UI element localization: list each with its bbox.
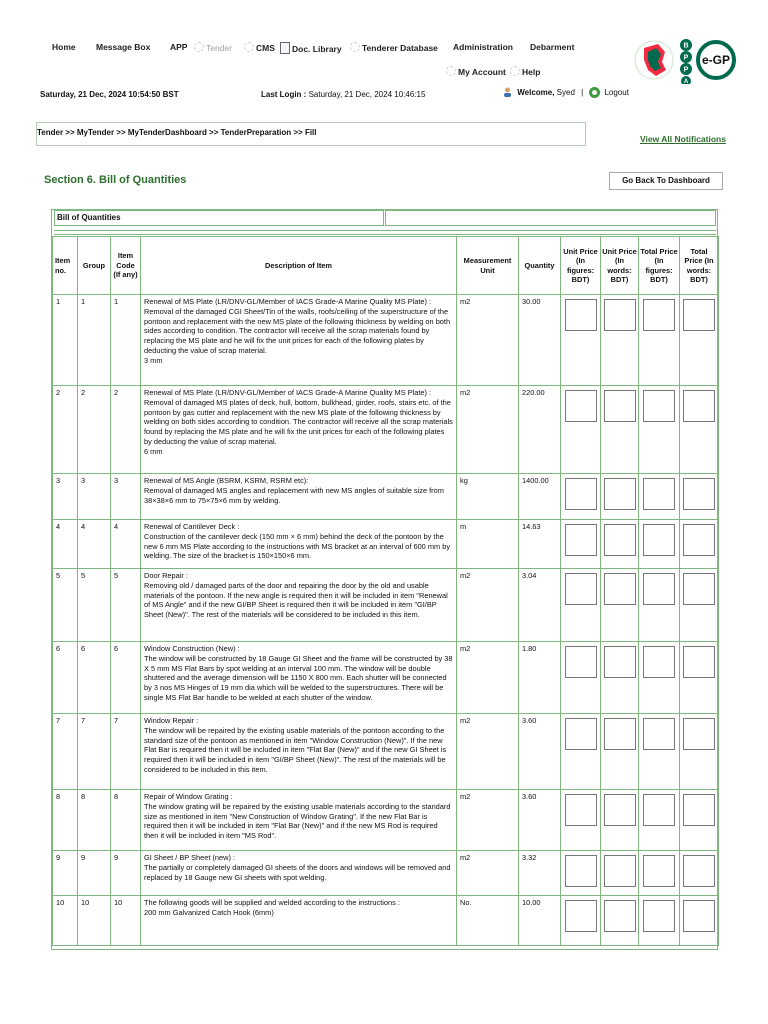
last-login (261, 90, 425, 99)
total-price-figures-input[interactable] (643, 855, 675, 887)
last-login-value: Saturday, 21 Dec, 2024 10:46:15 (308, 90, 426, 99)
item-description: Renewal of Cantilever Deck : Construction of the cantilever deck (150 mm × 6 mm) behind the deck of the pontoon by the new 6 mm MS Plate according to the instructions with MS bracket at an interval of 600 mm by welding. The size of the bracket is 150×150×6 mm. (141, 520, 457, 569)
database-icon (350, 42, 360, 52)
boq-title-spacer (385, 210, 716, 226)
egp-logo (634, 36, 736, 84)
table-row (53, 386, 719, 474)
table-row (53, 474, 719, 520)
table-row (53, 896, 719, 946)
col-header: Description of Item (141, 237, 457, 295)
item-number: 3 (53, 474, 78, 520)
item-description: Renewal of MS Angle (BSRM, KSRM, RSRM etc): Removal of damaged MS angles and replacement with new MS angles of suitable size from 38×38×6 mm to 75×75×6 mm by welding. (141, 474, 457, 520)
item-code: 5 (111, 569, 141, 642)
logo-letter: P (683, 66, 689, 74)
col-header: Group (78, 237, 111, 295)
nav-tenderer-database[interactable]: Tenderer Database (350, 42, 438, 53)
quantity: 3.60 (519, 790, 561, 851)
measurement-unit: m2 (457, 790, 519, 851)
unit-price-figures-input[interactable] (565, 900, 597, 932)
unit-price-words-cell (601, 790, 639, 851)
logo-letter: P (683, 54, 689, 62)
total-price-words-cell (680, 295, 719, 386)
logo-letter: A (683, 79, 689, 84)
total-price-figures-cell (639, 569, 680, 642)
divider: | (581, 88, 584, 97)
quantity: 10.00 (519, 896, 561, 946)
account-icon (446, 66, 456, 76)
total-price-words-input[interactable] (683, 718, 715, 750)
group: 6 (78, 642, 111, 714)
total-price-figures-input[interactable] (643, 718, 675, 750)
total-price-words-input[interactable] (683, 299, 715, 331)
item-number: 4 (53, 520, 78, 569)
total-price-words-cell (680, 520, 719, 569)
unit-price-figures-input[interactable] (565, 299, 597, 331)
total-price-figures-input[interactable] (643, 524, 675, 556)
table-row (53, 520, 719, 569)
unit-price-words-input[interactable] (604, 390, 636, 422)
section-title: Section 6. Bill of Quantities (44, 174, 187, 186)
unit-price-figures-cell (561, 386, 601, 474)
total-price-figures-input[interactable] (643, 573, 675, 605)
col-header: Item Code (If any) (111, 237, 141, 295)
item-number: 5 (53, 569, 78, 642)
item-code: 7 (111, 714, 141, 790)
total-price-words-input[interactable] (683, 524, 715, 556)
logo-egp-text: e-GP (701, 53, 731, 67)
item-code: 3 (111, 474, 141, 520)
total-price-figures-input[interactable] (643, 390, 675, 422)
total-price-words-cell (680, 851, 719, 896)
quantity: 220.00 (519, 386, 561, 474)
unit-price-figures-cell (561, 569, 601, 642)
boq-title: Bill of Quantities (54, 210, 384, 226)
measurement-unit: m2 (457, 642, 519, 714)
user-area (503, 87, 629, 98)
item-description: Window Repair : The window will be repaired by the existing usable materials of the pontoon according to the standard size of the pontoon as mentioned in item "Window Construction (New)". If the new Flat Bar is required then it will be included in item "Flat Bar (New)" and if the new GI Sheet is required then it will be included in item "GI/BP Sheet (New)". The rest of the materials will be considered to be included in this item. (141, 714, 457, 790)
nav-home[interactable]: Home (52, 42, 76, 52)
boq-table (52, 236, 719, 946)
unit-price-figures-cell (561, 520, 601, 569)
quantity: 3.60 (519, 714, 561, 790)
unit-price-figures-input[interactable] (565, 524, 597, 556)
item-code: 2 (111, 386, 141, 474)
unit-price-figures-input[interactable] (565, 794, 597, 826)
total-price-figures-input[interactable] (643, 646, 675, 678)
item-number: 2 (53, 386, 78, 474)
measurement-unit: m (457, 520, 519, 569)
logout-icon[interactable] (589, 87, 600, 98)
table-row (53, 790, 719, 851)
item-number: 1 (53, 295, 78, 386)
help-icon (510, 66, 520, 76)
unit-price-figures-input[interactable] (565, 646, 597, 678)
item-description: Renewal of MS Plate (LR/DNV-GL/Member of IACS Grade-A Marine Quality MS Plate) : Removal of the damaged CGI Sheet/Tin of the walls, roofs/ceiling of the superstructure of the pontoon and replacement with the new MS plate of the following thickness by welding on both sides according to condition. The contractor will receive all the scrap materials found by replacing the MS plate and he will fix the unit prices for each of the following plates by deducting the value of scrap material. 3 mm (141, 295, 457, 386)
unit-price-words-cell (601, 569, 639, 642)
unit-price-words-input[interactable] (604, 573, 636, 605)
unit-price-words-input[interactable] (604, 299, 636, 331)
unit-price-words-cell (601, 386, 639, 474)
total-price-figures-cell (639, 896, 680, 946)
measurement-unit: m2 (457, 714, 519, 790)
total-price-words-input[interactable] (683, 478, 715, 510)
measurement-unit: m2 (457, 851, 519, 896)
logo-letter: B (683, 42, 689, 50)
user-icon (503, 87, 512, 97)
col-header: Unit Price (In figures: BDT) (561, 237, 601, 295)
total-price-words-input[interactable] (683, 855, 715, 887)
total-price-figures-cell (639, 295, 680, 386)
unit-price-figures-cell (561, 474, 601, 520)
boq-header-row (53, 237, 719, 295)
unit-price-figures-cell (561, 790, 601, 851)
measurement-unit: m2 (457, 569, 519, 642)
table-row (53, 642, 719, 714)
total-price-words-cell (680, 386, 719, 474)
cms-icon (244, 42, 254, 52)
total-price-figures-input[interactable] (643, 900, 675, 932)
unit-price-figures-cell (561, 851, 601, 896)
total-price-figures-input[interactable] (643, 299, 675, 331)
logout-link[interactable]: Logout (604, 88, 629, 97)
total-price-words-cell (680, 714, 719, 790)
view-all-notifications-link[interactable]: View All Notifications (640, 134, 726, 144)
nav-message-box[interactable]: Message Box (96, 42, 151, 52)
group: 2 (78, 386, 111, 474)
total-price-words-input[interactable] (683, 794, 715, 826)
total-price-words-input[interactable] (683, 573, 715, 605)
unit-price-figures-cell (561, 896, 601, 946)
unit-price-words-input[interactable] (604, 855, 636, 887)
total-price-words-cell (680, 642, 719, 714)
item-number: 10 (53, 896, 78, 946)
nav-administration[interactable]: Administration (453, 42, 513, 52)
unit-price-figures-input[interactable] (565, 718, 597, 750)
group: 10 (78, 896, 111, 946)
nav-tender[interactable]: Tender (194, 42, 232, 53)
item-code: 1 (111, 295, 141, 386)
item-number: 6 (53, 642, 78, 714)
item-number: 9 (53, 851, 78, 896)
col-header: Measurement Unit (457, 237, 519, 295)
item-description: Repair of Window Grating : The window grating will be repaired by the existing usable materials according to the standard size as mentioned in item "New Construction of Window Grating". If the new Flat Bar is required then it will be included in item "Flat Bar (New)" and if the new MS Rod is required then it will be included in item "MS Rod". (141, 790, 457, 851)
boq-separator (54, 230, 716, 235)
nav-cms[interactable]: CMS (244, 42, 275, 53)
nav-app[interactable]: APP (170, 42, 188, 52)
quantity: 3.32 (519, 851, 561, 896)
document-icon (280, 42, 290, 54)
welcome-label: Welcome, (517, 88, 555, 97)
total-price-figures-cell (639, 790, 680, 851)
breadcrumb: Tender >> MyTender >> MyTenderDashboard >> TenderPreparation >> Fill (36, 122, 586, 146)
unit-price-figures-cell (561, 295, 601, 386)
measurement-unit: kg (457, 474, 519, 520)
col-header: Unit Price (In words: BDT) (601, 237, 639, 295)
group: 7 (78, 714, 111, 790)
table-row (53, 569, 719, 642)
unit-price-words-cell (601, 295, 639, 386)
total-price-figures-input[interactable] (643, 478, 675, 510)
unit-price-words-input[interactable] (604, 794, 636, 826)
table-row (53, 295, 719, 386)
quantity: 30.00 (519, 295, 561, 386)
unit-price-figures-cell (561, 714, 601, 790)
total-price-figures-input[interactable] (643, 794, 675, 826)
item-description: GI Sheet / BP Sheet (new) : The partially or completely damaged GI sheets of the doors and windows will be removed and replaced by 18 Gauge new GI sheets with spot welding. (141, 851, 457, 896)
total-price-figures-cell (639, 714, 680, 790)
unit-price-figures-input[interactable] (565, 855, 597, 887)
group: 8 (78, 790, 111, 851)
unit-price-words-input[interactable] (604, 646, 636, 678)
unit-price-words-cell (601, 642, 639, 714)
item-code: 9 (111, 851, 141, 896)
group: 5 (78, 569, 111, 642)
total-price-words-input[interactable] (683, 390, 715, 422)
quantity: 14.63 (519, 520, 561, 569)
item-code: 10 (111, 896, 141, 946)
total-price-words-cell (680, 474, 719, 520)
item-code: 4 (111, 520, 141, 569)
nav-debarment[interactable]: Debarment (530, 42, 575, 52)
total-price-words-input[interactable] (683, 646, 715, 678)
total-price-figures-cell (639, 474, 680, 520)
total-price-words-cell (680, 790, 719, 851)
table-row (53, 851, 719, 896)
item-description: Window Construction (New) : The window will be constructed by 18 Gauge GI Sheet and the frame will be constructed by 38 X 5 mm MS Flat Bars by spot welding at an interval 100 mm. The window will be double shuttered and the average dimension will be 1150 X 800 mm. Each shutter will be connected by 3 nos MS Hinges of 19 mm dia which will be welded to the superstructures. There will be single MS Flat Bar handle to be welded at each shutter of the window. (141, 642, 457, 714)
group: 1 (78, 295, 111, 386)
col-header: Total Price (In words: BDT) (680, 237, 719, 295)
quantity: 1.80 (519, 642, 561, 714)
unit-price-figures-cell (561, 642, 601, 714)
item-code: 6 (111, 642, 141, 714)
unit-price-words-input[interactable] (604, 524, 636, 556)
col-header: Item no. (53, 237, 78, 295)
col-header: Total Price (In figures: BDT) (639, 237, 680, 295)
group: 9 (78, 851, 111, 896)
group: 4 (78, 520, 111, 569)
measurement-unit: No. (457, 896, 519, 946)
nav-doc-library[interactable]: Doc. Library (280, 42, 342, 54)
total-price-figures-cell (639, 520, 680, 569)
unit-price-figures-input[interactable] (565, 478, 597, 510)
measurement-unit: m2 (457, 386, 519, 474)
quantity: 1400.00 (519, 474, 561, 520)
item-description: Renewal of MS Plate (LR/DNV-GL/Member of IACS Grade-A Marine Quality MS Plate) : Removal of damaged MS plates of deck, hull, bottom, bulkhead, girder, roofs, stairs etc. of the pontoon by gas cutter and replacement with the new MS plate of the following thickness by welding on both sides according to condition. The contractor will receive all the scrap materials found by replacing the MS plate and he will fix the unit prices for each of the following plates by deducting the value of scrap material. 6 mm (141, 386, 457, 474)
unit-price-words-cell (601, 851, 639, 896)
user-name: Syed (556, 88, 575, 97)
current-datetime: Saturday, 21 Dec, 2024 10:54:50 BST (40, 90, 179, 99)
total-price-figures-cell (639, 851, 680, 896)
unit-price-words-input[interactable] (604, 478, 636, 510)
unit-price-words-input[interactable] (604, 718, 636, 750)
item-number: 7 (53, 714, 78, 790)
total-price-words-cell (680, 569, 719, 642)
unit-price-figures-input[interactable] (565, 390, 597, 422)
unit-price-words-input[interactable] (604, 900, 636, 932)
col-header: Quantity (519, 237, 561, 295)
total-price-words-cell (680, 896, 719, 946)
go-back-to-dashboard-button[interactable]: Go Back To Dashboard (609, 172, 723, 190)
measurement-unit: m2 (457, 295, 519, 386)
item-code: 8 (111, 790, 141, 851)
unit-price-figures-input[interactable] (565, 573, 597, 605)
tender-icon (194, 42, 204, 52)
last-login-label: Last Login : (261, 90, 307, 99)
nav-my-account[interactable]: My Account (446, 66, 506, 77)
total-price-words-input[interactable] (683, 900, 715, 932)
total-price-figures-cell (639, 642, 680, 714)
item-description: Door Repair : Removing old / damaged parts of the door and repairing the door by the old and usable materials of the pontoon. If the new angle is required then it will be included in item "Renewal of MS Angle" and if the new GI/BP Sheet is required then it will be included in item "GI/BP Sheet (New)". The rest of the materials will be considered to be included in this item. (141, 569, 457, 642)
total-price-figures-cell (639, 386, 680, 474)
table-row (53, 714, 719, 790)
unit-price-words-cell (601, 474, 639, 520)
item-number: 8 (53, 790, 78, 851)
group: 3 (78, 474, 111, 520)
unit-price-words-cell (601, 714, 639, 790)
item-description: The following goods will be supplied and welded according to the instructions : 200 mm Galvanized Catch Hook (6mm) (141, 896, 457, 946)
nav-help[interactable]: Help (510, 66, 540, 77)
quantity: 3.04 (519, 569, 561, 642)
unit-price-words-cell (601, 520, 639, 569)
unit-price-words-cell (601, 896, 639, 946)
